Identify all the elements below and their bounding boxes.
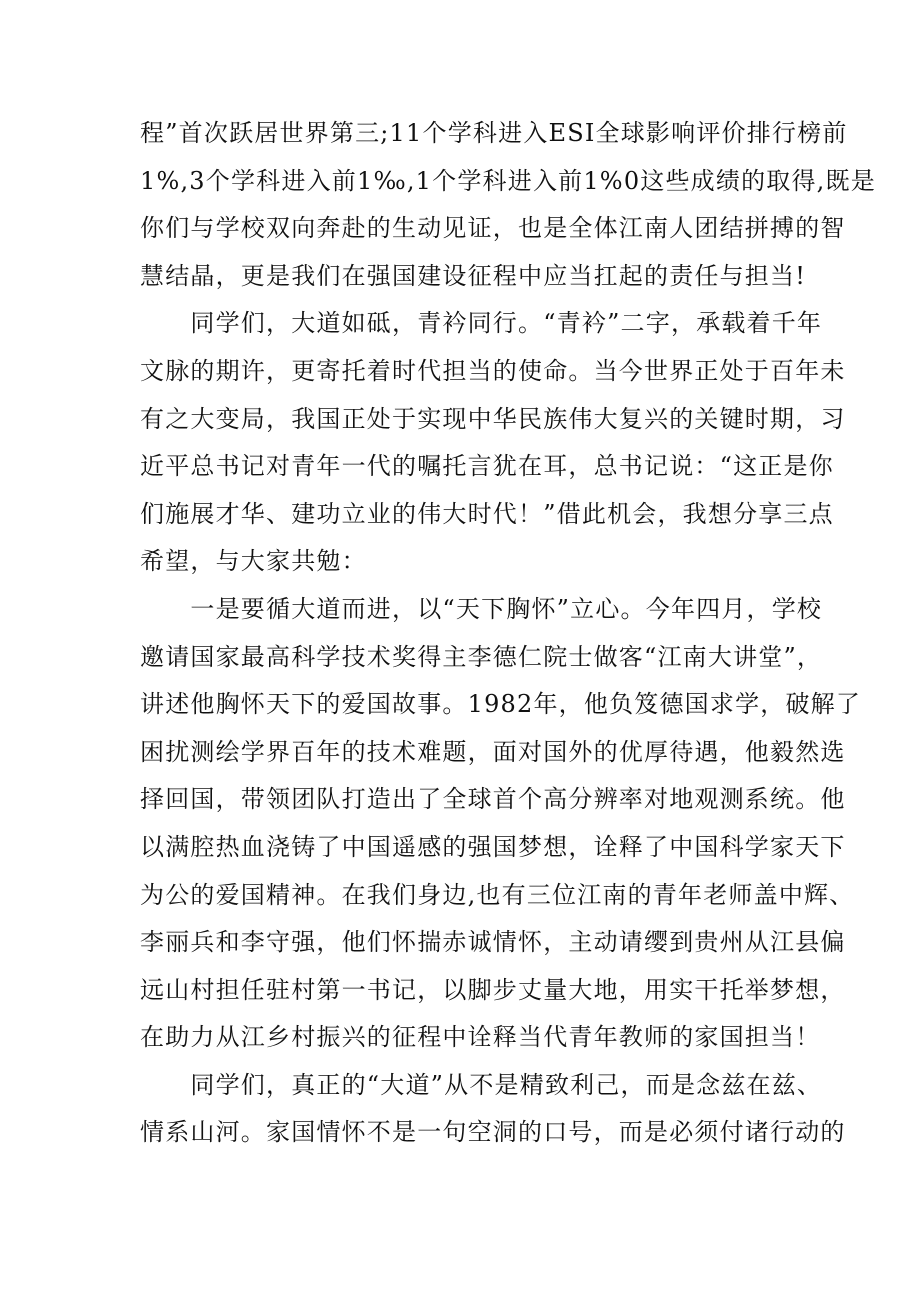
- text-line: 以满腔热血浇铸了中国遥感的强国梦想，诠释了中国科学家天下: [140, 832, 846, 861]
- text-line: 择回国，带领团队打造出了全球首个高分辨率对地观测系统。他: [140, 785, 846, 814]
- text-line: 一是要循大道而进，以“天下胸怀”立心。今年四月，学校: [140, 594, 823, 623]
- text-line: 为公的爱国精神。在我们身边,也有三位江南的青年老师盖中辉、: [140, 880, 855, 909]
- text-line: 讲述他胸怀天下的爱国故事。1982年，他负笈德国求学，破解了: [140, 690, 862, 719]
- text-line: 困扰测绘学界百年的技术难题，面对国外的优厚待遇，他毅然选: [140, 737, 846, 766]
- text-line: 慧结晶，更是我们在强国建设征程中应当扛起的责任与担当!: [140, 261, 807, 290]
- text-line: 同学们，大道如砥，青衿同行。“青衿”二字，承载着千年: [140, 309, 823, 338]
- text-line: 同学们，真正的“大道”从不是精致利己，而是念兹在兹、: [140, 1070, 823, 1099]
- text-line: 情系山河。家国情怀不是一句空洞的口号，而是必须付诸行动的: [140, 1118, 846, 1147]
- text-line: 程”首次跃居世界第三;11个学科进入ESI全球影响评价排行榜前: [140, 119, 848, 147]
- text-line: 邀请国家最高科学技术奖得主李德仁院士做客“江南大讲堂”，: [140, 642, 823, 671]
- text-line: 远山村担任驻村第一书记，以脚步丈量大地，用实干托举梦想，: [140, 975, 846, 1004]
- text-line: 在助力从江乡村振兴的征程中诠释当代青年教师的家国担当！: [140, 1023, 821, 1052]
- text-line: 1%,3个学科进入前1‰,1个学科进入前1%0这些成绩的取得,既是: [140, 166, 876, 195]
- text-line: 有之大变局，我国正处于实现中华民族伟大复兴的关键时期，习: [140, 404, 846, 433]
- text-line: 李丽兵和李守强，他们怀揣赤诚情怀，主动请缨到贵州从江县偏: [140, 928, 846, 957]
- text-line: 文脉的期许，更寄托着时代担当的使命。当今世界正处于百年未: [140, 356, 846, 385]
- text-line: 希望，与大家共勉：: [140, 547, 367, 576]
- body-text: [140, 110, 876, 1157]
- text-line: 你们与学校双向奔赴的生动见证，也是全体江南人团结拼搏的智: [140, 214, 846, 243]
- text-line: 近平总书记对青年一代的嘱托言犹在耳，总书记说：“这正是你: [140, 452, 834, 481]
- text-line: 们施展才华、建功立业的伟大时代！”借此机会，我想分享三点: [140, 499, 834, 528]
